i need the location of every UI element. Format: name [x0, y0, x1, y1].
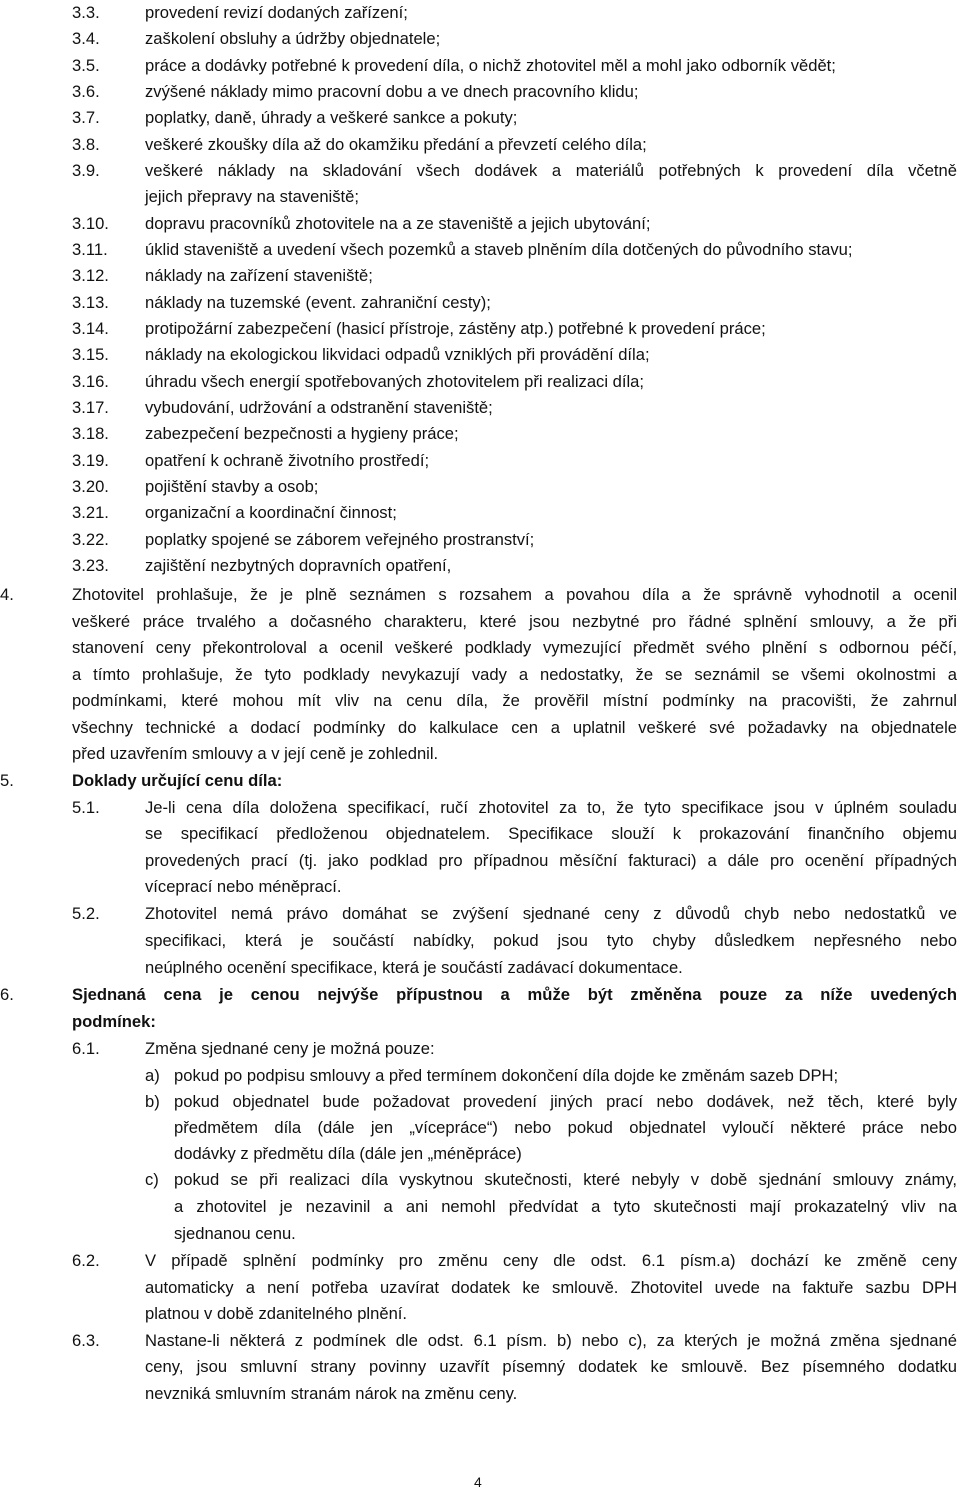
section-number: 4.	[0, 585, 14, 604]
sub-item-text: pokud se při realizaci díla vyskytnou skutečnosti, které nebyly v době sjednání smlouvy známy,	[174, 1170, 957, 1189]
item-text: Zhotovitel nemá právo domáhat se zvýšení sjednané ceny z důvodů chyb nebo nedostatků ve	[145, 904, 957, 923]
sub-item-text: dodávky z předmětu díla (dále jen „méněpráce)	[174, 1144, 522, 1163]
item-number: 6.3.	[72, 1331, 100, 1350]
item-text: ceny, jsou smluvní strany povinny uzavřít písemný dodatek ke smlouvě. Bez písemného dodatku	[145, 1357, 957, 1376]
item-number: 6.1.	[72, 1039, 100, 1058]
item-text: nevzniká smluvním stranám nárok na změnu ceny.	[145, 1384, 518, 1403]
item-text: platnou v době zdanitelného plnění.	[145, 1304, 408, 1323]
item-text: vybudování, udržování a odstranění staveniště;	[145, 398, 493, 417]
item-number: 3.5.	[72, 56, 100, 75]
item-text: provedených prací (tj. jako podklad pro případnou měsíční fakturaci) a dále pro ocenění případných	[145, 851, 957, 870]
item-text: zabezpečení bezpečnosti a hygieny práce;	[145, 424, 459, 443]
item-text: zajištění nezbytných dopravních opatření,	[145, 556, 452, 575]
item-text: protipožární zabezpečení (hasicí přístroje, zástěny atp.) potřebné k provedení práce;	[145, 319, 766, 338]
item-text: Změna sjednané ceny je možná pouze:	[145, 1039, 435, 1058]
item-text: specifikaci, která je součástí nabídky, pokud jsou tyto chyby důsledkem nepřesného nebo	[145, 931, 957, 950]
sub-item-label: c)	[145, 1170, 159, 1189]
item-text: práce a dodávky potřebné k provedení díla, o nichž zhotovitel měl a mohl jako odborník vědět;	[145, 56, 836, 75]
paragraph-line: před uzavřením smlouvy a v její ceně je zohlednil.	[72, 744, 439, 763]
item-number: 3.6.	[72, 82, 100, 101]
paragraph-line: Zhotovitel prohlašuje, že je plně seznámen s rozsahem a povahou díla a že správně vyhodnotil a ocenil	[72, 585, 957, 604]
item-number: 3.19.	[72, 451, 109, 470]
item-number: 3.20.	[72, 477, 109, 496]
sub-item-label: a)	[145, 1066, 160, 1085]
item-number: 3.8.	[72, 135, 100, 154]
item-text: provedení revizí dodaných zařízení;	[145, 3, 408, 22]
item-text: automaticky a není potřeba uzavírat dodatek ke smlouvě. Zhotovitel uvede na faktuře sazbu DPH	[145, 1278, 957, 1297]
section-number: 5.	[0, 771, 14, 790]
item-text: se specifikací předloženou objednatelem. Specifikace slouží k prokazování finančního objemu	[145, 824, 957, 843]
sub-item-text: sjednanou cenu.	[174, 1224, 296, 1243]
paragraph-line: a tímto prohlašuje, že tyto podklady nevykazují vady a nedostatky, že se seznámil se všemi okolnostmi a	[72, 665, 957, 684]
item-number: 3.7.	[72, 108, 100, 127]
item-text: Nastane-li některá z podmínek dle odst. 6.1 písm. b) nebo c), za kterých je možná změna sjednané	[145, 1331, 957, 1350]
section-heading: podmínek:	[72, 1012, 156, 1031]
item-text: organizační a koordinační činnost;	[145, 503, 397, 522]
section-number: 6.	[0, 985, 14, 1004]
item-text: náklady na ekologickou likvidaci odpadů vzniklých při provádění díla;	[145, 345, 650, 364]
item-text: úklid staveniště a uvedení všech pozemků a staveb plněním díla dotčených do původního stavu;	[145, 240, 853, 259]
section-heading: Doklady určující cenu díla:	[72, 771, 283, 790]
sub-item-text: předmětem díla (dále jen „vícepráce“) nebo pokud objednatel vyloučí některé práce nebo	[174, 1118, 957, 1137]
paragraph-line: všechny technické a dodací podmínky do kalkulace cen a uplatnil veškeré své požadavky na objednatele	[72, 718, 957, 737]
item-text: poplatky, daně, úhrady a veškeré sankce a pokuty;	[145, 108, 518, 127]
item-text: veškeré zkoušky díla až do okamžiku předání a převzetí celého díla;	[145, 135, 647, 154]
sub-item-label: b)	[145, 1092, 160, 1111]
item-text: zaškolení obsluhy a údržby objednatele;	[145, 29, 441, 48]
item-text: jejich přepravy na staveniště;	[145, 187, 359, 206]
sub-item-text: a zhotovitel je nezavinil a ani nemohl předvídat a tyto skutečnosti mají prokazatelný vliv na	[174, 1197, 957, 1216]
item-text: víceprací nebo méněprací.	[145, 877, 342, 896]
item-number: 3.14.	[72, 319, 109, 338]
sub-item-text: pokud objednatel bude požadovat provedení jiných prací nebo dodávek, než těch, které byly	[174, 1092, 957, 1111]
item-text: náklady na tuzemské (event. zahraniční cesty);	[145, 293, 491, 312]
item-text: opatření k ochraně životního prostředí;	[145, 451, 430, 470]
paragraph-line: podmínkami, které mohou mít vliv na cenu díla, že prověřil místní podmínky na pracovišti, že zahrnul	[72, 691, 957, 710]
item-number: 5.2.	[72, 904, 100, 923]
item-number: 3.21.	[72, 503, 109, 522]
sub-item-text: pokud po podpisu smlouvy a před termínem dokončení díla dojde ke změnám sazeb DPH;	[174, 1066, 839, 1085]
item-number: 3.17.	[72, 398, 109, 417]
item-number: 3.4.	[72, 29, 100, 48]
item-number: 6.2.	[72, 1251, 100, 1270]
item-number: 3.11.	[72, 240, 108, 259]
item-text: dopravu pracovníků zhotovitele na a ze staveniště a jejich ubytování;	[145, 214, 651, 233]
paragraph-line: stanovení ceny překontroloval a ocenil veškeré podklady vymezující předmět svého plnění s odbornou péčí,	[72, 638, 957, 657]
item-text: poplatky spojené se záborem veřejného prostranství;	[145, 530, 535, 549]
item-text: V případě splnění podmínky pro změnu ceny dle odst. 6.1 písm.a) dochází ke změně ceny	[145, 1251, 957, 1270]
item-number: 3.16.	[72, 372, 109, 391]
item-number: 3.12.	[72, 266, 109, 285]
item-text: náklady na zařízení staveniště;	[145, 266, 373, 285]
paragraph-line: veškeré práce trvalého a dočasného charakteru, které jsou nezbytné pro řádné splnění smlouvy, a že při	[72, 612, 957, 631]
item-number: 3.10.	[72, 214, 109, 233]
item-number: 3.22.	[72, 530, 109, 549]
section-heading: Sjednaná cena je cenou nejvýše přípustnou a může být změněna pouze za níže uvedených	[72, 985, 957, 1004]
item-text: Je-li cena díla doložena specifikací, ručí zhotovitel za to, že tyto specifikace jsou v úplném souladu	[145, 798, 957, 817]
item-number: 3.23.	[72, 556, 109, 575]
item-number: 3.3.	[72, 3, 100, 22]
item-text: úhradu všech energií spotřebovaných zhotovitelem při realizaci díla;	[145, 372, 645, 391]
item-text: pojištění stavby a osob;	[145, 477, 319, 496]
item-number: 3.9.	[72, 161, 100, 180]
item-text: zvýšené náklady mimo pracovní dobu a ve dnech pracovního klidu;	[145, 82, 639, 101]
item-number: 5.1.	[72, 798, 100, 817]
item-text: neúplného ocenění specifikace, která je součástí zadávací dokumentace.	[145, 958, 683, 977]
item-number: 3.18.	[72, 424, 109, 443]
item-number: 3.15.	[72, 345, 109, 364]
page-number: 4	[474, 1474, 482, 1490]
item-text: veškeré náklady na skladování všech dodávek a materiálů potřebných k provedení díla včetně	[145, 161, 957, 180]
item-number: 3.13.	[72, 293, 109, 312]
